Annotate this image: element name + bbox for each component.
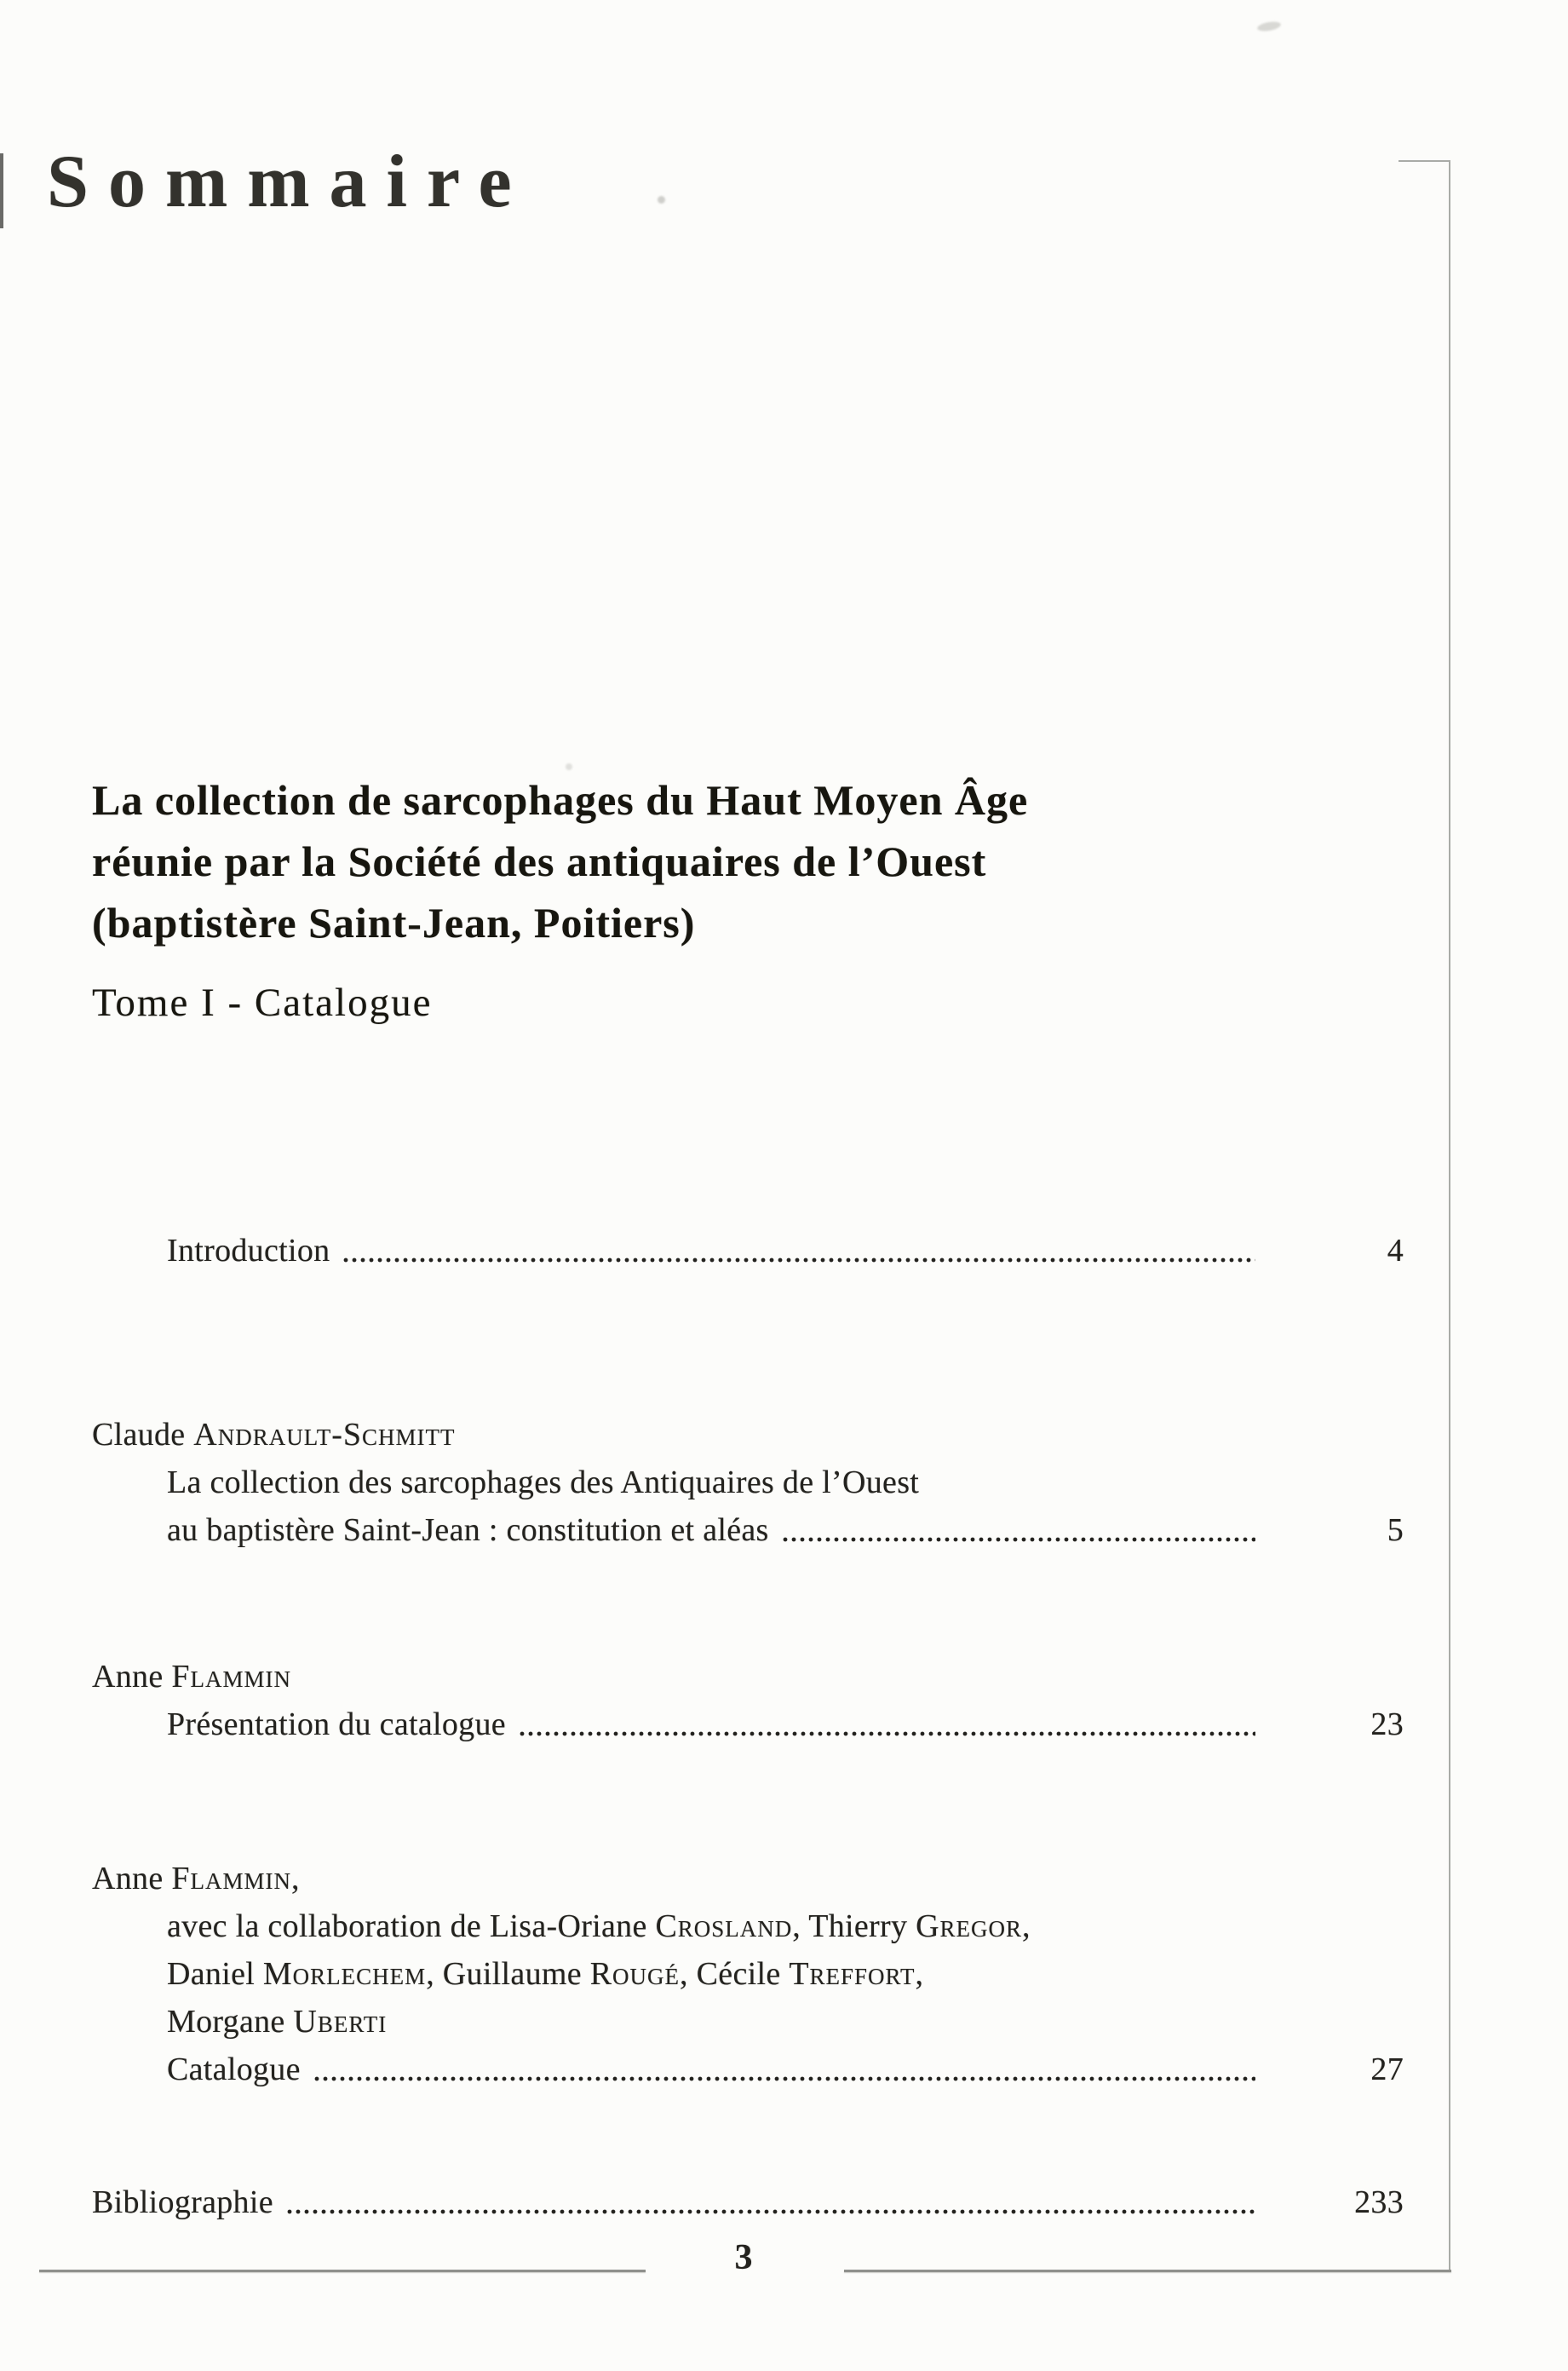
dot-leader	[287, 2209, 1255, 2214]
toc-line	[92, 1950, 1404, 1998]
toc-text: Anne Flammin,	[92, 1861, 300, 1896]
toc-text: Présentation du catalogue	[167, 1706, 506, 1742]
toc-line	[92, 1227, 1404, 1275]
toc-text: Claude Andrault-Schmitt	[92, 1417, 456, 1453]
toc-line	[92, 1855, 1404, 1902]
scan-edge-vertical-line	[1449, 161, 1450, 2271]
toc-page-number: 233	[1354, 2184, 1404, 2220]
dot-leader	[783, 1537, 1255, 1542]
dot-leader	[314, 2076, 1255, 2081]
toc-entry-andrault-schmitt	[92, 1411, 1404, 1554]
toc-text: Anne Flammin	[92, 1659, 291, 1695]
toc-page-number: 23	[1370, 1706, 1404, 1742]
scan-speck	[658, 196, 665, 204]
scan-edge-bottom-line-left	[39, 2270, 646, 2272]
toc-line	[92, 1506, 1404, 1554]
toc-entry-flammin-catalogue	[92, 1855, 1404, 2093]
toc-line	[92, 1411, 1404, 1459]
toc-entry-introduction	[92, 1227, 1404, 1275]
book-title-line: (baptistère Saint-Jean, Poitiers)	[92, 899, 696, 947]
page-title: Sommaire	[47, 141, 531, 223]
toc-line	[92, 1653, 1404, 1701]
toc-entry-bibliographie	[92, 2178, 1404, 2226]
toc-text: au baptistère Saint-Jean : constitution et aléas	[167, 1512, 769, 1548]
toc-page-number: 27	[1370, 2052, 1404, 2087]
book-subtitle: Tome I - Catalogue	[92, 981, 433, 1025]
toc-text: La collection des sarcophages des Antiquaires de l’Ouest	[167, 1465, 920, 1500]
toc-page-number: 5	[1387, 1512, 1404, 1548]
scan-left-edge-mark	[0, 153, 3, 228]
toc-line	[92, 1701, 1404, 1748]
folio-page-number: 3	[734, 2238, 753, 2277]
dot-leader	[343, 1257, 1255, 1263]
toc-line	[92, 1998, 1404, 2046]
toc-text: Catalogue	[167, 2052, 301, 2087]
scan-speck	[566, 763, 572, 770]
toc-text: avec la collaboration de Lisa-Oriane Crosland, Thierry Gregor,	[167, 1908, 1031, 1944]
toc-line	[92, 1459, 1404, 1506]
toc-text: Daniel Morlechem, Guillaume Rougé, Cécile Treffort,	[167, 1956, 924, 1992]
toc-entry-flammin-presentation	[92, 1653, 1404, 1748]
book-title-line: réunie par la Société des antiquaires de l’Ouest	[92, 837, 987, 885]
scan-edge-bottom-line-right	[844, 2270, 1451, 2272]
toc-page-number: 4	[1387, 1233, 1404, 1269]
toc-line	[92, 2046, 1404, 2093]
toc-text: Bibliographie	[92, 2184, 273, 2220]
dot-leader	[520, 1731, 1255, 1736]
book-title-line: La collection de sarcophages du Haut Moyen Âge	[92, 776, 1029, 824]
toc-text: Morgane Uberti	[167, 2004, 388, 2040]
scan-edge-top-corner-line	[1399, 160, 1450, 162]
toc-line	[92, 1902, 1404, 1950]
toc-text: Introduction	[167, 1233, 330, 1269]
toc-line	[92, 2178, 1404, 2226]
